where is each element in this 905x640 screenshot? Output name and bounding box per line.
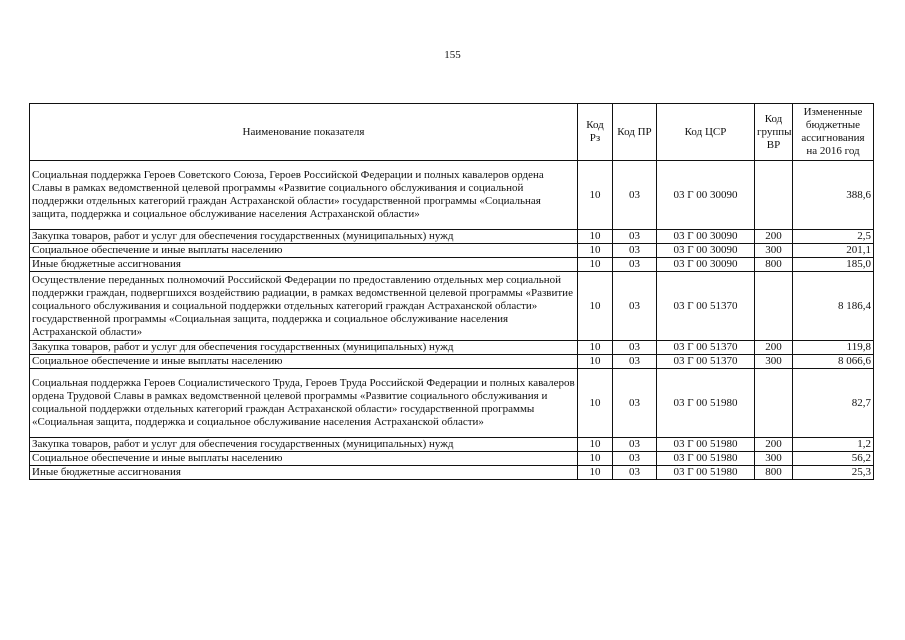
row-name: Социальная поддержка Героев Социалистического Труда, Героев Труда Российской Федерации и полных кавалеров ордена Трудовой Славы в рамках ведомственной целевой программы «Развитие социального обслуживания и социальной поддержки отдельных категорий граждан Астраханской области» государственной программы «Социальная защита, поддержка и социальное обслуживание населения Астраханской области»	[30, 369, 578, 438]
row-vr	[755, 161, 793, 230]
table-row	[30, 272, 874, 341]
row-name: Закупка товаров, работ и услуг для обеспечения государственных (муниципальных) нужд	[30, 230, 578, 244]
row-rz: 10	[578, 272, 613, 341]
row-rz: 10	[578, 161, 613, 230]
row-pr: 03	[613, 258, 657, 272]
row-rz: 10	[578, 466, 613, 480]
row-amount: 1,2	[793, 438, 874, 452]
row-csr: 03 Г 00 30090	[657, 244, 755, 258]
row-name: Социальное обеспечение и иные выплаты населению	[30, 355, 578, 369]
header-name: Наименование показателя	[30, 104, 578, 161]
row-pr: 03	[613, 272, 657, 341]
row-amount: 82,7	[793, 369, 874, 438]
row-amount: 8 186,4	[793, 272, 874, 341]
row-name: Иные бюджетные ассигнования	[30, 258, 578, 272]
row-rz: 10	[578, 438, 613, 452]
header-rz: Код Рз	[578, 104, 613, 161]
header-csr: Код ЦСР	[657, 104, 755, 161]
row-vr: 300	[755, 355, 793, 369]
table-row	[30, 258, 874, 272]
row-amount: 25,3	[793, 466, 874, 480]
row-name: Осуществление переданных полномочий Российской Федерации по предоставлению отдельных мер социальной поддержки граждан, подвергшихся воздействию радиации, в рамках ведомственной целевой программы «Развитие социального обслуживания и социальной поддержки отдельных категорий граждан Астраханской области» государственной программы «Социальная защита, поддержка и социальное обслуживание населения Астраханской области»	[30, 272, 578, 341]
row-amount: 8 066,6	[793, 355, 874, 369]
row-pr: 03	[613, 244, 657, 258]
row-rz: 10	[578, 452, 613, 466]
row-rz: 10	[578, 355, 613, 369]
row-name: Социальное обеспечение и иные выплаты населению	[30, 452, 578, 466]
row-rz: 10	[578, 230, 613, 244]
row-rz: 10	[578, 258, 613, 272]
row-pr: 03	[613, 466, 657, 480]
table-row	[30, 452, 874, 466]
row-csr: 03 Г 00 51370	[657, 355, 755, 369]
row-vr: 300	[755, 452, 793, 466]
header-vr: Код группы ВР	[755, 104, 793, 161]
row-amount: 56,2	[793, 452, 874, 466]
row-pr: 03	[613, 341, 657, 355]
row-vr: 200	[755, 230, 793, 244]
row-vr: 200	[755, 438, 793, 452]
row-pr: 03	[613, 369, 657, 438]
table-row	[30, 230, 874, 244]
table-row	[30, 355, 874, 369]
row-amount: 119,8	[793, 341, 874, 355]
row-rz: 10	[578, 369, 613, 438]
row-csr: 03 Г 00 30090	[657, 258, 755, 272]
row-name: Закупка товаров, работ и услуг для обеспечения государственных (муниципальных) нужд	[30, 341, 578, 355]
row-vr	[755, 272, 793, 341]
row-vr: 800	[755, 258, 793, 272]
table-row	[30, 438, 874, 452]
row-name: Закупка товаров, работ и услуг для обеспечения государственных (муниципальных) нужд	[30, 438, 578, 452]
table-row	[30, 161, 874, 230]
row-vr	[755, 369, 793, 438]
budget-table	[29, 103, 874, 480]
row-pr: 03	[613, 438, 657, 452]
row-pr: 03	[613, 161, 657, 230]
row-pr: 03	[613, 230, 657, 244]
table-row	[30, 369, 874, 438]
row-vr: 800	[755, 466, 793, 480]
row-amount: 201,1	[793, 244, 874, 258]
row-vr: 200	[755, 341, 793, 355]
row-rz: 10	[578, 341, 613, 355]
row-csr: 03 Г 00 30090	[657, 230, 755, 244]
row-csr: 03 Г 00 51980	[657, 438, 755, 452]
row-pr: 03	[613, 452, 657, 466]
row-csr: 03 Г 00 51980	[657, 369, 755, 438]
table-row	[30, 341, 874, 355]
header-amount: Измененные бюджетные ассигнования на 2016 год	[793, 104, 874, 161]
row-vr: 300	[755, 244, 793, 258]
row-name: Иные бюджетные ассигнования	[30, 466, 578, 480]
row-csr: 03 Г 00 51980	[657, 452, 755, 466]
row-name: Социальная поддержка Героев Советского Союза, Героев Российской Федерации и полных кавалеров ордена Славы в рамках ведомственной целевой программы «Развитие социального обслуживания и социальной поддержки отдельных категорий граждан Астраханской области» государственной программы «Социальная защита, поддержка и социальное обслуживание населения Астраханской области»	[30, 161, 578, 230]
row-amount: 2,5	[793, 230, 874, 244]
row-amount: 185,0	[793, 258, 874, 272]
header-pr: Код ПР	[613, 104, 657, 161]
row-csr: 03 Г 00 51980	[657, 466, 755, 480]
row-csr: 03 Г 00 30090	[657, 161, 755, 230]
row-csr: 03 Г 00 51370	[657, 272, 755, 341]
page-number: 155	[444, 49, 461, 61]
table-header-row	[30, 104, 874, 161]
row-amount: 388,6	[793, 161, 874, 230]
row-csr: 03 Г 00 51370	[657, 341, 755, 355]
row-pr: 03	[613, 355, 657, 369]
row-rz: 10	[578, 244, 613, 258]
table-row	[30, 466, 874, 480]
row-name: Социальное обеспечение и иные выплаты населению	[30, 244, 578, 258]
table-row	[30, 244, 874, 258]
